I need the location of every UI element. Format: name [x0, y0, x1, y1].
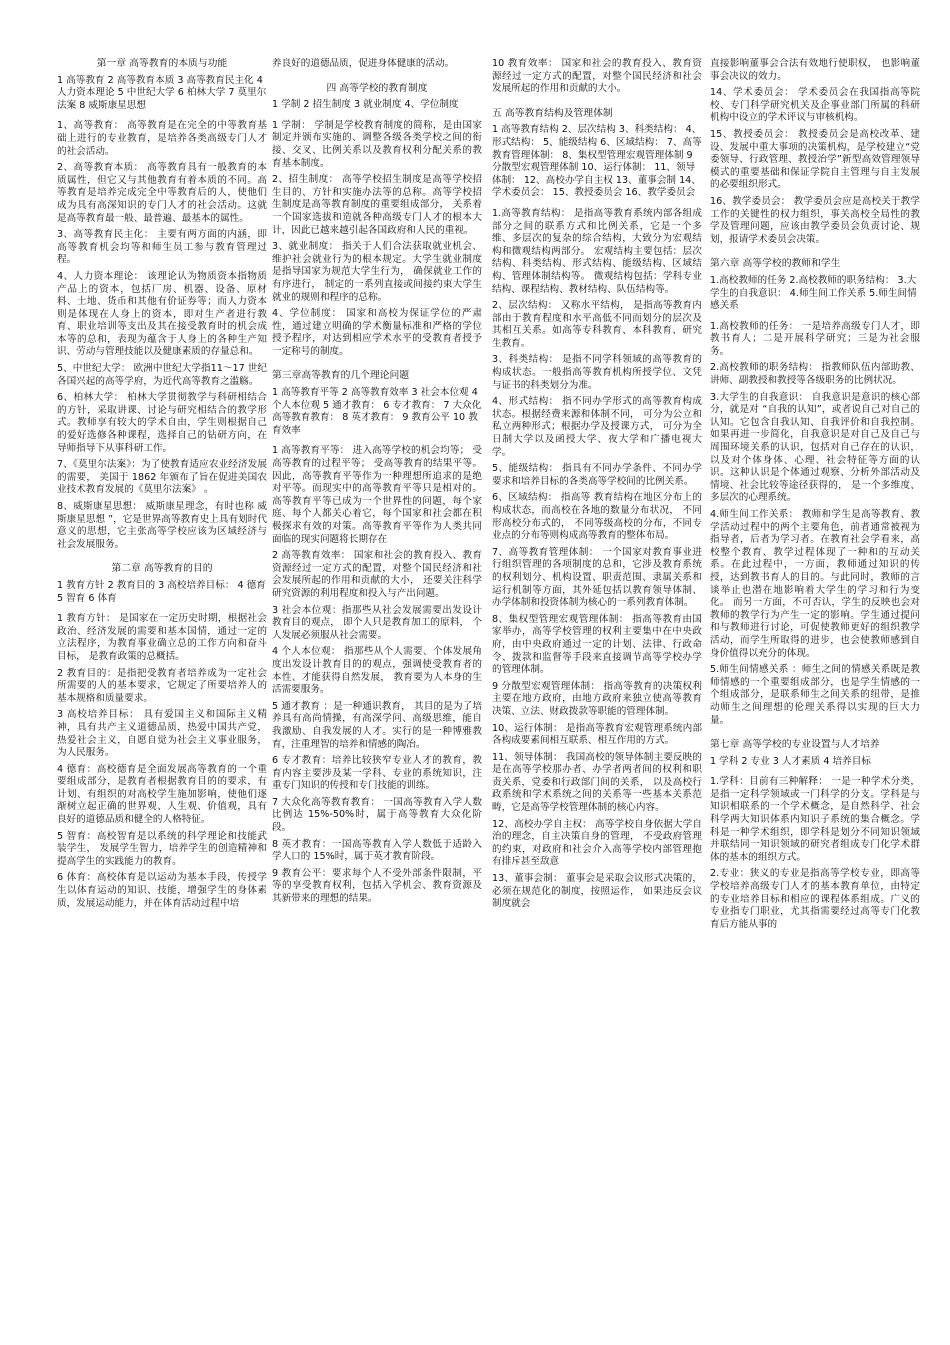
column-1	[57, 58, 267, 1338]
paragraph: 4.师生间工作关系： 教师和学生是高等教育、教学活动过程中的两个主要角色，前者通常被视为指导者，后者为学习者。在教育社会学看来，高校整个教育、教学过程体现了一种和的互动关系。在此过程中，一方面，教师通过知识的传授，达到教书育人的目的。与此同时，教师的言谈举止也潜在地影响着大学生的学习和行为变化。 而另一方面，不可否认，学生的反映也会对教师的教学行为产生一定的影响。学生通过提问和与教师进行讨论，可促使教师更好的组织教学活动，而学生所取得的进步，也会使教师感到自身价值得以充分的体现。	[710, 509, 920, 659]
paragraph: 5 智育：高校智育是以系统的科学理论和技能武装学生， 发展学生智力，培养学生的创造精神和提高学生的实践能力的教育。	[57, 830, 267, 867]
paragraph: 3 高校培养目标： 具有爱国主义和国际主义精神，具有共产主义道德品质，热爱中国共产党，热爱社会主义，自愿自觉为社会主义事业服务，为人民服务。	[57, 709, 267, 759]
paragraph: 10、运行体制： 是指高等教育宏观管理系统内部各构成要素间相互联系、相互作用的方式。	[492, 722, 702, 747]
paragraph: 6 体育：高校体育是以运动为基本手段，传授学生以体育运动的知识、技能，增强学生的身体素质，发展运动能力，并在体育活动过程中培	[57, 872, 267, 909]
paragraph: 直接影响董事会合法有效地行使职权， 也影响董事会决议的效力。	[710, 58, 920, 82]
chapter-6-term-list: 1.高校教师的任务 2.高校教师的职务结构： 3.大学生的自我意识： 4.师生间工作关系 5.师生间情感关系	[710, 274, 917, 312]
section-5-term-list: 1 高等教育结构 2、层次结构 3、科类结构： 4、形式结构： 5、能级结构 6、区域结构： 7、高等教育管理体制： 8、集权型管理宏观管理体制 9 分散型宏观管理体制 10、运行体制： 11、领导体制： 12、高校办学自主权 13、董事会制 14、学术委员会： 15、教授委员会 16、教学委员会	[492, 124, 702, 199]
paragraph: 14、学术委员会： 学术委员会在我国指高等院校、专门科学研究机关及企事业部门所属的科研机构中设立的学术评议与审核机构。	[710, 87, 920, 124]
paragraph: 2.高校教师的职务结构： 指教师队伍内部助教、讲师、副教授和教授等各级职务的比例状况。	[710, 362, 920, 387]
paragraph: 1.学科：目前有三种解释： 一是一种学术分类，是指一定科学领域或一门科学的分支。学科是与知识相联系的一个学术概念，是自然科学、社会科学两大知识体系内知识子系统的集合概念。学科是一种学术组织，即学科是划分不同知识领域并联结同一知识领域的研究者组成专门化学术群体的基本的组织方式。	[710, 776, 920, 863]
paragraph: 5、能级结构： 指具有不同办学条件、不同办学要求和培养目标的各类高等学校间的比例关系。	[492, 463, 702, 487]
paragraph: 16、教学委员会： 教学委员会应是高校关于教学工作的关键性的权力组织，事关高校全局性的教学及管理问题，应该由教学委员会负责讨论、规划，报请学术委员会决策。	[710, 195, 920, 245]
paragraph: 2 高等教育效率： 国家和社会的教育投入、教育资源经过一定方式的配置，对整个国民经济和社会发展所起的作用和贡献的大小， 还要关注科学研究资源的利用程度和投入与产出问题。	[272, 550, 482, 599]
chapter-7-term-list: 1 学科 2 专业 3 人才素质 4 培养目标	[710, 755, 871, 767]
paragraph: 8 英才教育：一国高等教育入学人数低于适龄入学人口的 15%时，属于英才教育阶段。	[272, 838, 482, 863]
paragraph: 1 教育方针： 是国家在一定历史时期，根据社会政治、经济发展的需要和基本国情，通过一定的立法程序，为教育事业确立总的工作方向和奋斗目标， 是教育政策的总概括。	[57, 613, 267, 662]
paragraph: 7、《莫里尔法案》：为了使教育适应农业经济发展的需要， 美国于 1862 年颁布了旨在促进美国农业技术教育发展的《莫里尔法案》 。	[57, 459, 267, 496]
paragraph: 2.专业：狭义的专业是指高等学校专业，即高等学校培养高级专门人才的基本教育单位，由特定的专业培养目标和相应的课程体系组成。广义的专业指专门职业，尤其指需要经过高等专门化教育后方能从事的	[710, 868, 920, 930]
paragraph: 4 个人本位观： 指那些从个人需要、个体发展角度出发设计教育目的的观点，强调使受教育者的本性、才能获得自然发展， 教育要为人本身的生活需要服务。	[272, 646, 482, 696]
paragraph: 8、集权型管理宏观管理体制： 指高等教育由国家举办，高等学校管理的权利主要集中在中央政府，由中央政府通过一定的计划、法律、行政命令、拨款和监督等手段来直接调节高等学校办学的管理体制。	[492, 613, 702, 676]
paragraph: 1、高等教育： 高等教育是在完全的中等教育基础上进行的专业教育，是培养各类高级专门人才的社会活动。	[57, 120, 267, 157]
chapter-6-title: 第六章 高等学校的教师和学生	[710, 258, 841, 270]
paragraph: 9 分散型宏观管理体制： 指高等教育的决策权利主要在地方政府，由地方政府来独立使高等教育决策、立法、财政拨款等职能的管理体制。	[492, 680, 702, 717]
paragraph: 6 专才教育：培养比较狭窄专业人才的教育，教育内容主要涉及某一学科、专业的系统知识，注重专门知识的传授和专门技能的训练。	[272, 755, 482, 792]
chapter-7-title: 第七章 高等学校的专业设置与人才培养	[710, 739, 880, 751]
paragraph: 1.高等教育结构： 是指高等教育系统内部各组成部分之间的联系方式和比例关系，它是一个多维、多层次的复杂的综合结构，大致分为宏观结构和微观结构两部分。 宏观结构主要包括：层次结构、科类结构、形式结构、能级结构、区域结构、管理体制结构等。 微观结构包括：学科专业结构、课程结构、教材结构、队伍结构等。	[492, 207, 702, 295]
paragraph: 9 教育公平：要求每个人不受外部条件限制，平等的享受教育权利，包括入学机会、教育资源及其新带来的理想的结果。	[272, 867, 482, 905]
paragraph: 15、教授委员会： 教授委员会是高校改革、建设、发展中重大事项的决策机构，是学校建立“党委领导、行政管理、教授治学”新型高效管理领导模式的重要基础和保证学院自主管理与自主发展的必要组织形式。	[710, 128, 920, 191]
paragraph: 养良好的道德品质，促进身体健康的活动。	[272, 58, 455, 69]
paragraph: 3、科类结构： 是指不同学科领域的高等教育的构成状态。一般指高等教育机构所授学位、文凭与证书的科类划分为准。	[492, 354, 702, 391]
paragraph: 8、威斯康星思想： 威斯康星理念，有时也称 威斯康星思想 ”，它是世界高等教育史上具有划时代意义的思想，它主张高等学校应该为区域经济与社会发展服务。	[57, 501, 267, 550]
paragraph: 3、就业制度： 指关于人们合法获取就业机会、维护社会就业行为的根本规定。大学生就业制度是指导国家为规范大学生行为， 确保就业工作的有序进行， 制定的一系列直接或间接约束大学生就业的规则和程序的总称。	[272, 241, 482, 303]
paragraph: 7 大众化高等教育教育： 一国高等教育入学人数比例达 15%-50%时，属于高等教育大众化阶段。	[272, 796, 482, 834]
chapter-1-term-list: 1 高等教育 2 高等教育本质 3 高等教育民主化 4 人力资本理论 5 中世纪大学 6 柏林大学 7 莫里尔法案 8 威斯康星思想	[57, 74, 267, 111]
column-4	[710, 58, 920, 1338]
paragraph: 12、高校办学自主权： 高等学校自身依据大学自治的理念，自主决策自身的管理， 不受政府管理的约束，对政府和社会介入高等学校内部管理抱有排斥甚至敌意	[492, 818, 702, 868]
paragraph: 5 通才教育 ：是一种通识教育， 其目的是为了培养具有高尚情操，有高深学问、高级思维，能自我激励、自我发展的人才。实行的是一种博雅教育，注重理智的培养和情感的陶冶。	[272, 700, 482, 750]
section-5-title: 五 高等教育结构及管理体制	[492, 107, 613, 119]
section-4-term-list: 1 学制 2 招生制度 3 就业制度 4、学位制度	[272, 99, 459, 111]
chapter-2-title: 第二章 高等教育的目的	[111, 563, 213, 575]
paragraph: 3、高等教育民主化： 主要有两方面的内涵，即高等教育机会均等和师生员工参与教育管理过程。	[57, 229, 267, 266]
paragraph: 2、招生制度： 高等学校招生制度是高等学校招生目的、方针和实施办法等的总称。高等学校招生制度是高等教育制度的重要组成部分， 关系着一个国家选拔和造就各种高级专门人才的根本大计，因此已越来越引起各国政府和人民的重视。	[272, 174, 482, 236]
paragraph: 11、领导体制： 我国高校的领导体制主要反映的是在高等学校那办者、办学者两者间的权利和职责关系，党委和行政部门间的关系， 以及高校行政系统和学术系统之间的关系等一些基本关系范畴，它是高等学校管理体制的核心内容。	[492, 751, 702, 814]
paragraph: 7、高等教育管理体制： 一个国家对教育事业进行组织管理的各项制度的总和，它涉及教育系统的权利划分、机构设置、职责范围、隶属关系和运行机制等方面，其外延包括以教育领导体制、办学体制和投资体制为核心的一系列教育体制。	[492, 546, 702, 609]
paragraph: 2、高等教育本质： 高等教育具有一般教育的本质属性，但它又与其他教育有着本质的不同。高等教育是培养完成完全中等教育后的人，使他们成为具有高深知识的专门人才的社会活动。这就是高等教育最一般、最普遍、最基本的属性。	[57, 162, 267, 224]
paragraph: 13、董事会制： 董事会是采取会议形式决策的， 必须在规范化的制度，按照运作， 如果违反会议制度就会	[492, 873, 702, 910]
chapter-1-title: 第一章 高等教育的本质与功能	[96, 58, 228, 69]
paragraph: 2 教育目的：是指把受教育者培养成为一定社会所需要的人的基本要求，它规定了所要培养人的基本规格和质量要求。	[57, 667, 267, 704]
paragraph: 6、柏林大学： 柏林大学贯彻教学与科研相结合的方针，采取讲课、讨论与研究相结合的教学形式。教师享有较大的学术自由，学生则根据自己的爱好选修各种课程，选择自己的钻研方向，在导师指导下从事科研工作。	[57, 392, 267, 454]
paragraph: 4、人力资本理论： 该理论认为物质资本指物质产品上的资本，包括厂房、机器、设备、原材料、土地、货币和其他有价证券等；而人力资本则是体现在人身上的资本，即对生产者进行教育、职业培训等支出及其在接受教育时的机会成本等的总和，表现为蕴含于人身上的各种生产知识、劳动与管理技能以及健康素质的存量总和。	[57, 270, 267, 358]
paragraph: 2、层次结构： 又称水平结构， 是指高等教育内部由于教育程度和水平高低不同而划分的层次及其相互关系。如高等专科教育、本科教育、研究生教育。	[492, 300, 702, 349]
paragraph: 1 学制： 学制是学校教育制度的简称，是由国家制定并颁布实施的、调整各级各类学校之间的衔接、交叉、比例关系以及教育权利分配关系的教育基本制度。	[272, 119, 482, 169]
paragraph: 6、区域结构： 指高等 教育结构在地区分布上的构成状态，而高校在各地的数量分布状况， 不同形高校分布式的， 不同等级高校的分布，不同专业点的分布等则构成高等教育的整体布局。	[492, 492, 702, 542]
paragraph: 1 高等教育平等： 进入高等学校的机会均等； 受高等教育的过程平等； 受高等教育的结果平等。 因此，高等教育平等作为一种理想所追求的是绝对平等。而现实中的高等教育平等只是相对的。高等教育平等已成为一个世界性的问题，每个家庭、每个人都关心着它，每个国家和社会都在积极探求有效的对策。高等教育平等作为人类共同面临的现实问题将长期存在	[272, 445, 482, 545]
paragraph: 4、形式结构： 指不同办学形式的高等教育构成状态。根据经费来源和体制不同， 可分为公立和私立两种形式；根据办学及授课方式， 可分为全日制大学以及函授大学、夜大学和广播电视大学。	[492, 396, 702, 458]
paragraph: 5、中世纪大学： 欧洲中世纪大学指11～17 世纪各国兴起的高等学府，为近代高等教育之滥觞。	[57, 363, 267, 387]
chapter-2-term-list: 1 教育方针 2 教育目的 3 高校培养目标： 4 德育 5 智育 6 体育	[57, 579, 266, 604]
chapter-3-term-list: 1 高等教育平等 2 高等教育效率 3 社会本位观 4 个人本位观 5 通才教育： 6 专才教育： 7 大众化高等教育教育： 8 英才教育： 9 教育公平 10 教育效率	[272, 387, 482, 436]
paragraph: 4、学位制度： 国家和高校为保证学位的严肃性，通过建立明确的学术衡量标准和严格的学位授予程序，对达到相应学术水平的受教育者授予一定称号的制度。	[272, 308, 482, 357]
paragraph: 3 社会本位观：指那些从社会发展需要出发设计教育目的观点， 即个人只是教育加工的原料， 个人发展必须服从社会需要。	[272, 604, 482, 641]
paragraph: 5.师生间情感关系 ：师生之间的情感关系既是教师情感的一个重要组成部分，也是学生情感的一个组成部分，是联系师生之间关系的纽带，是推动师生之间理想的伦理关系得以实现的巨大力量。	[710, 664, 920, 726]
paragraph: 4 德育：高校德育是全面发展高等教育的一个重要组成部分，是教育者根据教育目的的要求，有计划、有组织的对高校学生施加影响，使他们逐渐树立起正确的世界观、人生观、价值观，具有良好的道德品质和健全的人格特征。	[57, 763, 267, 826]
paragraph: 1.高校教师的任务： 一是培养高级专门人才，即教书育人；二是开展科学研究；三是为社会服务。	[710, 320, 920, 357]
paragraph: 3.大学生的自我意识： 自我意识是意识的核心部分，就是对 “自我的认知”，或者说自己对自己的认知。它包含自我认知、自我评价和自我控制。如果再进一步简化，自我意识是对自己及自己与周围环境关系的认识，包括对自己存在的认识，以及对个体身体、心理、社会特征等方面的认识。这种认识是个体通过观察、分析外部活动及情境、社会比较等途径获得的， 是一个多维度、多层次的心理系统。	[710, 391, 920, 504]
column-2	[272, 58, 482, 1338]
chapter-3-title: 第三章高等教育的几个理论问题	[272, 370, 410, 382]
column-3	[492, 58, 702, 1338]
section-4-title: 四 高等学校的教育制度	[326, 82, 428, 94]
paragraph: 10 教育效率： 国家和社会的教育投入、教育资源经过一定方式的配置，对整个国民经济和社会发展所起的作用和贡献的大小。	[492, 58, 702, 95]
